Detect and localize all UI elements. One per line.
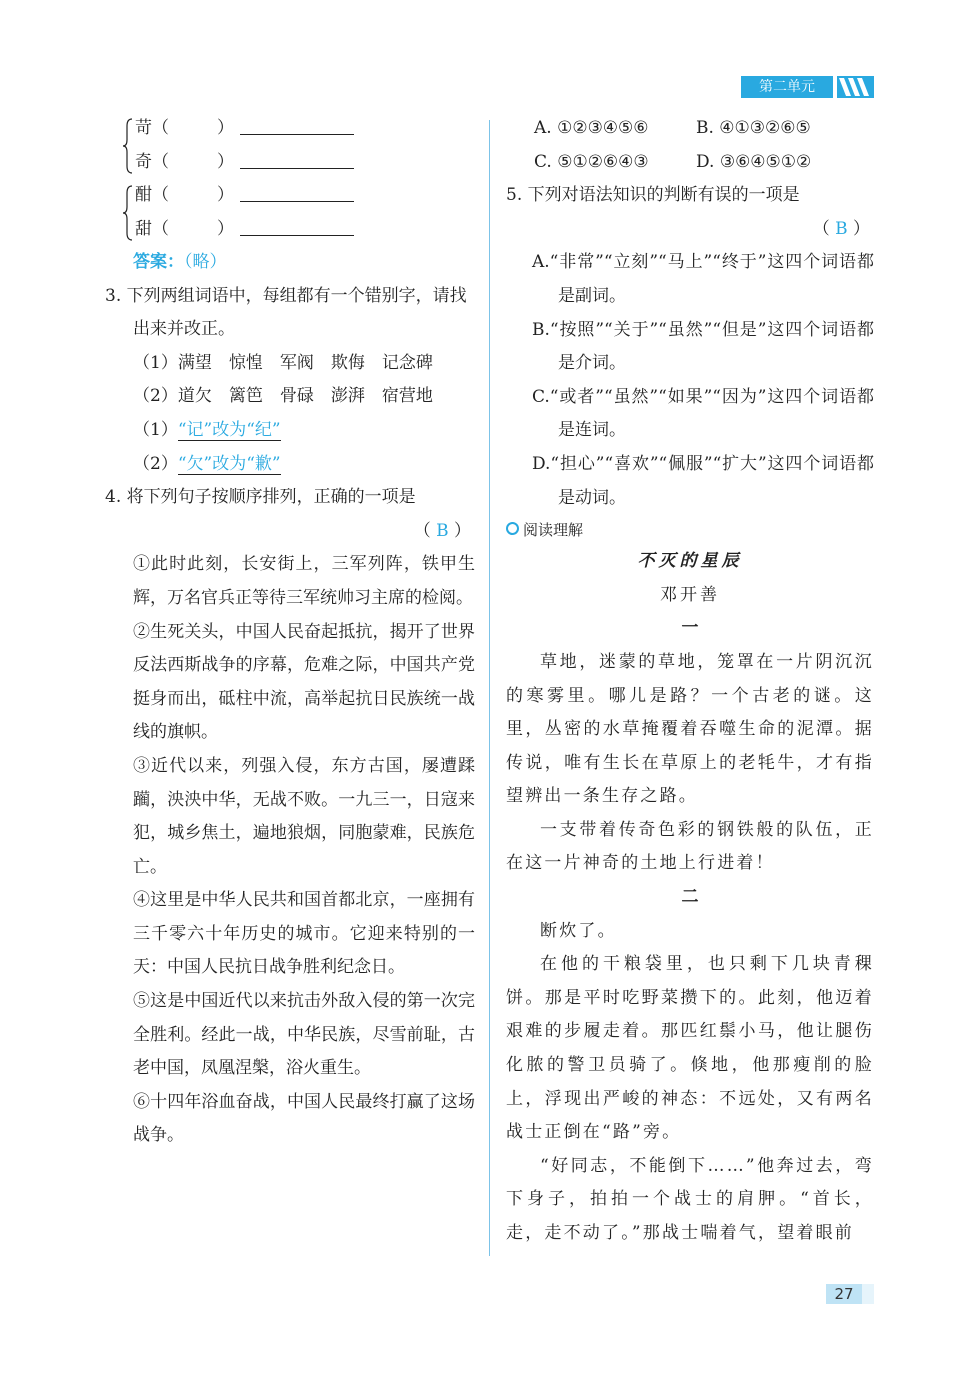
sentence-4: ④这里是中华人民共和国首都北京，一座拥有三千零六十年历史的城市。它迎来特别的一天：中国人民抗日战争胜利纪念日。 — [133, 890, 475, 978]
answer-blank[interactable] — [240, 213, 354, 236]
option-b: B.“按照”“关于”“虽然”“但是”这四个词语都是介词。 — [532, 319, 874, 374]
story-paragraph: 一支带着传奇色彩的钢铁般的队伍，正在这一片神奇的土地上行进着！ — [506, 819, 874, 874]
right-column — [506, 112, 874, 1251]
story-paragraph: 在他的干粮袋里，也只剩下几块青稞饼。那是平时吃野菜攒下的。此刻，他迈着艰难的步履走着。那匹红鬃小马，他让腿伤化脓的警卫员骑了。倏地，他那瘦削的脸上，浮现出严峻的神态：不远处，又有两名战士正倒在“路”旁。 — [506, 954, 874, 1143]
unit-tag — [741, 76, 874, 98]
sentence-3: ③近代以来，列强入侵，东方古国，屡遭蹂躏，泱泱中华，无战不败。一九三一，日寇来犯，城乡焦土，遍地狼烟，同胞蒙难，民族危亡。 — [133, 755, 475, 877]
page-number: 27 — [826, 1284, 874, 1304]
option-d: D.“担心”“喜欢”“佩服”“扩大”这四个词语都是动词。 — [532, 453, 874, 508]
story-paragraph: 断炊了。 — [540, 920, 617, 941]
answer-blank[interactable] — [240, 179, 354, 202]
word-group-1: （1）满望 惊惶 军阀 欺侮 记念碑 — [133, 352, 433, 373]
part-heading-2: 二 — [681, 887, 699, 908]
word-row: 苛（ ） — [105, 112, 475, 146]
answer-blank[interactable] — [240, 146, 354, 169]
column-divider — [489, 120, 490, 1256]
word-row: 奇（ ） — [105, 146, 475, 180]
question-3-stem: 3. 下列两组词语中，每组都有一个错别字，请找出来并改正。 — [105, 285, 467, 340]
word-pair-2 — [105, 179, 475, 246]
answer-label: 答案： — [133, 252, 184, 272]
section-heading: 阅读理解 — [506, 515, 874, 545]
sentence-5: ⑤这是中国近代以来抗击外敌入侵的第一次完全胜利。经此一战，中华民族，尽雪前耻，古老中国，凤凰涅槃，浴火重生。 — [133, 991, 475, 1079]
left-column — [105, 112, 475, 1153]
question-4-stem: 4. 将下列句子按顺序排列，正确的一项是 — [105, 487, 416, 508]
sentence-2: ②生死关头，中国人民奋起抵抗，揭开了世界反法西斯战争的序幕，危难之际，中国共产党挺身而出，砥柱中流，高举起抗日民族统一战线的旗帜。 — [133, 621, 475, 743]
option-a: A.“非常”“立刻”“马上”“终于”这四个词语都是副词。 — [532, 252, 874, 306]
circle-bullet-icon — [506, 522, 519, 535]
stripes-decoration-icon — [837, 76, 874, 98]
q4-options-row-1: A. ①②③④⑤⑥ B. ④①③②⑥⑤ — [534, 118, 811, 138]
word-row: 酣（ ） — [105, 179, 475, 213]
word-pair-1 — [105, 112, 475, 179]
answer-text: “欠”改为“歉” — [177, 453, 281, 474]
story-title: 不灭的星辰 — [637, 551, 743, 572]
sentence-6: ⑥十四年浴血奋战，中国人民最终打赢了这场战争。 — [133, 1091, 475, 1146]
question-4-answer: （ B ） — [413, 520, 471, 541]
answer-text: “记”改为“纪” — [177, 419, 281, 440]
answer-line — [105, 246, 475, 280]
question-5-answer: （ B ） — [812, 218, 870, 239]
answer-blank[interactable] — [240, 112, 354, 135]
story-paragraph: 草地，迷蒙的草地，笼罩在一片阴沉沉的寒雾里。哪儿是路？一个古老的谜。这里，丛密的水草掩覆着吞噬生命的泥潭。据传说，唯有生长在草原上的老牦牛，才有指望辨出一条生存之路。 — [506, 651, 874, 807]
sentence-1: ①此时此刻，长安街上，三军列阵，铁甲生辉，万名官兵正等待三军统帅习主席的检阅。 — [133, 554, 475, 608]
word-group-2: （2）道欠 篱笆 骨碌 澎湃 宿营地 — [133, 386, 433, 407]
unit-label: 第二单元 — [741, 76, 833, 98]
story-author: 邓开善 — [660, 584, 720, 605]
part-heading-1: 一 — [681, 618, 699, 639]
story-paragraph: “好同志，不能倒下……”他奔过去，弯下身子，拍拍一个战士的肩胛。“首长，走，走不动了。”那战士喘着气，望着眼前 — [506, 1155, 874, 1243]
q4-options-row-2: C. ⑤①②⑥④③ D. ③⑥④⑤①② — [534, 151, 812, 172]
word-row: 甜（ ） — [105, 213, 475, 247]
q3-answer-2: （2）“欠”改为“歉” — [133, 453, 281, 474]
answer-text: （略） — [184, 252, 227, 272]
option-c: C.“或者”“虽然”“如果”“因为”这四个词语都是连词。 — [532, 386, 874, 441]
question-5-stem: 5. 下列对语法知识的判断有误的一项是 — [506, 185, 800, 206]
q3-answer-1: （1）“记”改为“纪” — [133, 419, 281, 440]
